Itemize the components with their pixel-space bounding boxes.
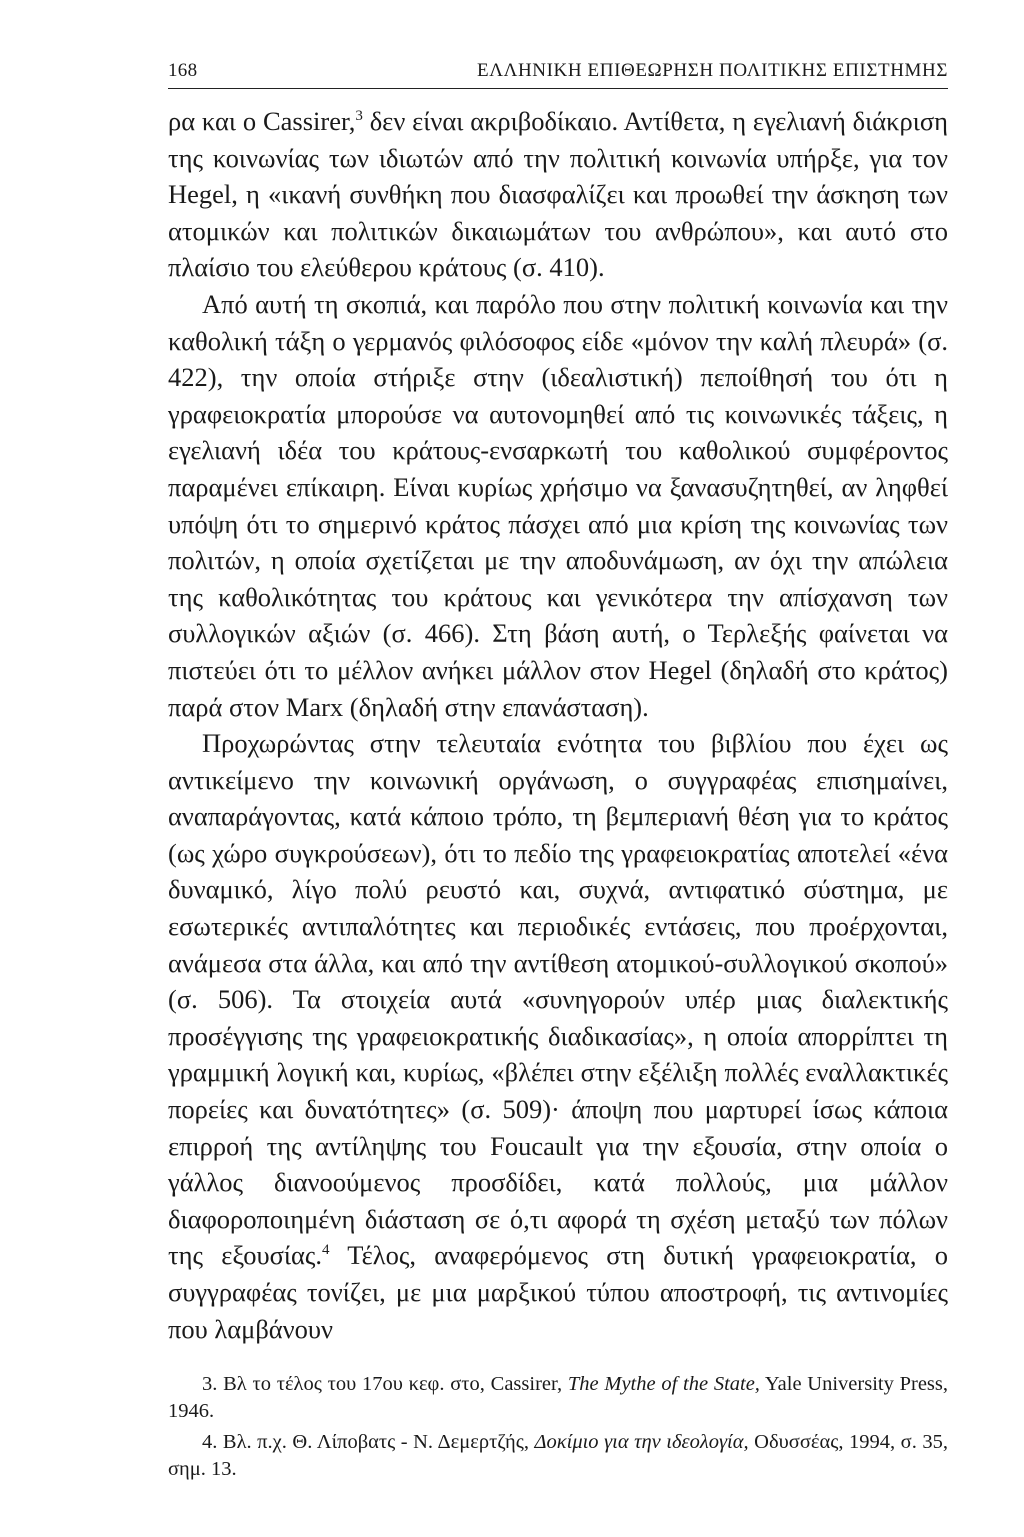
body-text xyxy=(168,103,948,1347)
paragraph-3-text-a: Προχωρώντας στην τελευταία ενότητα του βιβλίου που έχει ως αντικείμενο την κοινωνική οργάνωση, ο συγγραφέας επισημαίνει, αναπαράγοντας, κατά κάποιο τρόπο, τη βεμπεριανή θέση για το κράτος (ως χώρο συγκρούσεων), ότι το πεδίο της γραφειοκρατίας αποτελεί «ένα δυναμικό, λίγο πολύ ρευστό και, συχνά, αντιφατικό σύστημα, με εσωτερικές αντιπαλότητες και περιοδικές εντάσεις, που προέρχονται, ανάμεσα στα άλλα, και από την αντίθεση ατομικού-συλλογικού σκοπού» (σ. 506). Τα στοιχεία αυτά «συνηγορούν υπέρ μιας διαλεκτικής προσέγγισης της γραφειοκρατικής διαδικασίας», η οποία απορρίπτει τη γραμμική λογική και, κυρίως, «βλέπει στην εξέλιξη πολλές εναλλακτικές πορείες και δυνατότητες» (σ. 509)· άποψη που μαρτυρεί ίσως κάποια επιρροή της αντίληψης του Foucault για την εξουσία, στην οποία ο γάλλος διανοούμενος προσδίδει, κατά πολλούς, μια μάλλον διαφοροποιημένη διάσταση σε ό,τι αφορά τη σχέση μεταξύ των πόλων της εξουσίας. xyxy=(168,728,948,1271)
page-number: 168 xyxy=(168,60,198,81)
footnotes xyxy=(168,1371,948,1483)
paragraph-1-text-a: ρα και ο Cassirer, xyxy=(168,106,356,136)
paragraph-2: Από αυτή τη σκοπιά, και παρόλο που στην πολιτική κοινωνία και την καθολική τάξη ο γερμανός φιλόσοφος είδε «μόνον την καλή πλευρά» (σ. 422), την οποία στήριξε στην (ιδεαλιστική) πεποίθησή του ότι η γραφειοκρατία μπορούσε να αυτονομηθεί από τις κοινωνικές τάξεις, η εγελιανή ιδέα του κράτους-ενσαρκωτή του καθολικού συμφέροντος παραμένει επίκαιρη. Είναι κυρίως χρήσιμο να ξανασυζητηθεί, αν ληφθεί υπόψη ότι το σημερινό κράτος πάσχει από μια κρίση της κοινωνίας των πολιτών, η οποία σχετίζεται με την αποδυνάμωση, αν όχι την απώλεια της καθολικότητας του κράτους και γενικότερα την απίσχανση των συλλογικών αξιών (σ. 466). Στη βάση αυτή, ο Τερλεξής φαίνεται να πιστεύει ότι το μέλλον ανήκει μάλλον στον Hegel (δηλαδή στο κράτος) παρά στον Marx (δηλαδή στην επανάσταση). xyxy=(168,288,948,722)
paragraph-3-text-b: Τέλος, αναφερόμενος στη δυτική γραφειοκρατία, ο συγγραφέας τονίζει, με μια μαρξικού τύπου αποστροφή, τις αντινομίες που λαμβάνουν xyxy=(168,1240,949,1344)
paragraph-1-text-b: δεν είναι ακριβοδίκαιο. Αντίθετα, η εγελιανή διάκριση της κοινωνίας των ιδιωτών από την πολιτική κοινωνία υπήρξε, για τον Hegel, η «ικανή συνθήκη που διασφαλίζει και προωθεί την άσκηση των ατομικών και πολιτικών δικαιωμάτων του ανθρώπου», και αυτό στο πλαίσιο του ελεύθερου κράτους (σ. 410). xyxy=(168,106,948,283)
footnote-4-title: Δοκίμιο για την ιδεολογία, xyxy=(534,1431,749,1454)
running-header xyxy=(168,60,948,89)
book-page xyxy=(168,60,948,1483)
footnote-3-text-a: 3. Βλ το τέλος του 17ου κεφ. στο, Cassirer, xyxy=(202,1373,568,1396)
journal-title: ΕΛΛΗΝΙΚΗ ΕΠΙΘΕΩΡΗΣΗ ΠΟΛΙΤΙΚΗΣ ΕΠΙΣΤΗΜΗΣ xyxy=(477,60,948,81)
footnote-3 xyxy=(168,1371,948,1425)
footnote-3-text-b: Yale University Press, 1946. xyxy=(168,1373,948,1423)
footnote-ref-3: 3 xyxy=(355,108,363,125)
paragraph-1 xyxy=(168,103,948,286)
footnote-ref-4: 4 xyxy=(322,1242,330,1259)
footnote-4-text-b: Οδυσσέας, 1994, σ. 35, σημ. 13. xyxy=(168,1431,948,1481)
paragraph-3 xyxy=(168,725,948,1347)
footnote-4 xyxy=(168,1429,948,1483)
footnote-3-title: The Mythe of the State, xyxy=(567,1373,760,1396)
footnote-4-text-a: 4. Βλ. π.χ. Θ. Λίποβατς - Ν. Δεμερτζής, xyxy=(202,1431,535,1454)
